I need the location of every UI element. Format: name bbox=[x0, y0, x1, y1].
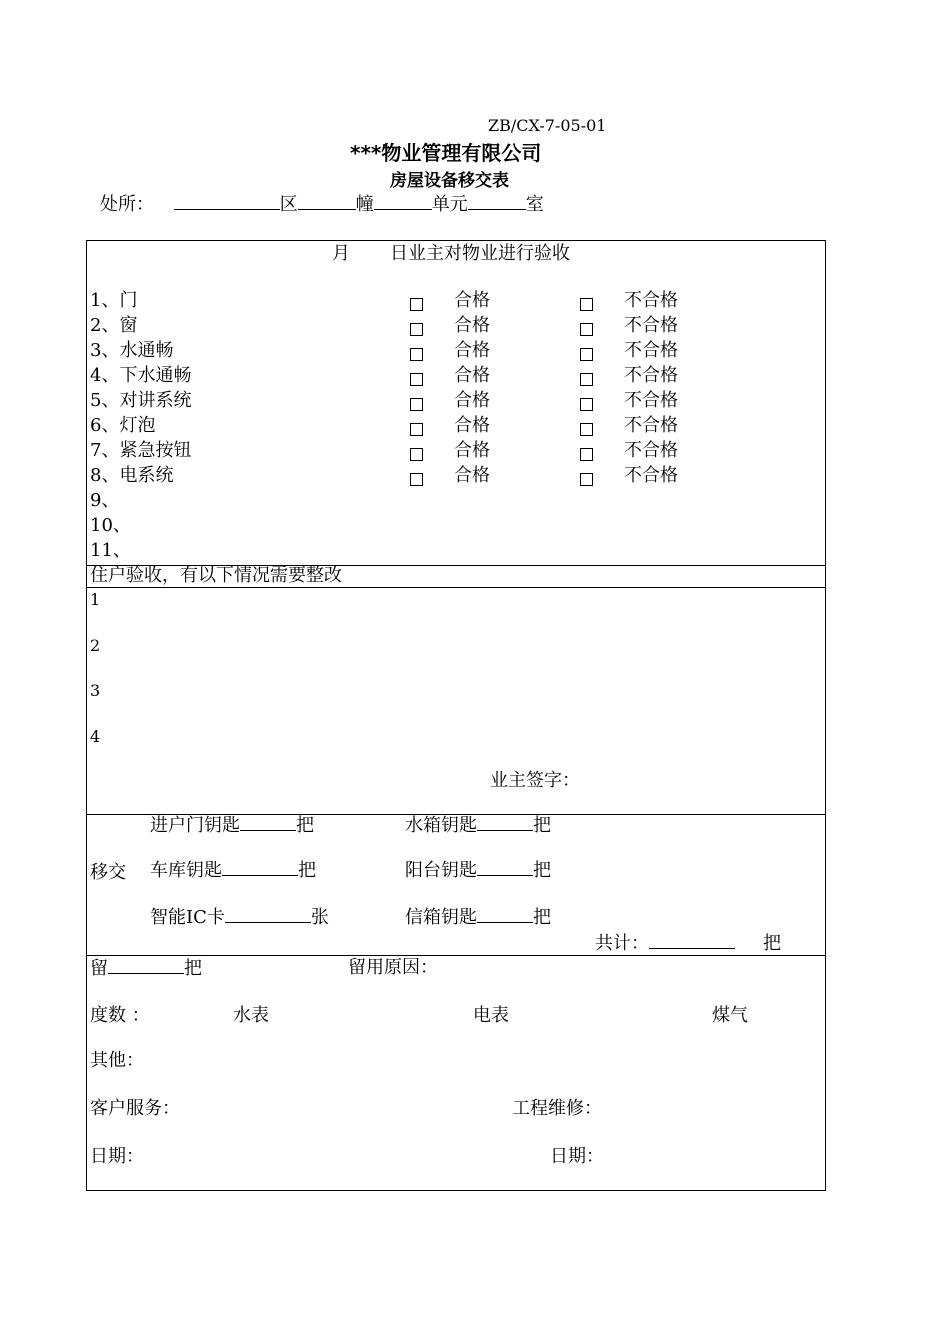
district-blank[interactable] bbox=[174, 193, 280, 210]
form-title: 房屋设备移交表 bbox=[390, 171, 509, 191]
entry-key-label: 进户门钥匙 bbox=[150, 815, 240, 836]
pass-label: 合格 bbox=[454, 365, 490, 386]
rectification-title: 住户验收，有以下情况需要整改 bbox=[90, 565, 342, 586]
rectification-line-number: 4 bbox=[90, 726, 101, 746]
inspection-month: 月 bbox=[332, 243, 350, 264]
electric-meter-label: 电表 bbox=[473, 1005, 509, 1026]
date-right-label: 日期： bbox=[550, 1146, 604, 1167]
divider bbox=[86, 955, 826, 956]
retain-reason: 留用原因： bbox=[348, 957, 438, 978]
garage-key-blank[interactable] bbox=[222, 859, 298, 876]
fail-checkbox[interactable] bbox=[580, 370, 593, 389]
fail-checkbox[interactable] bbox=[580, 320, 593, 339]
inspection-item-label: 7、紧急按钮 bbox=[90, 440, 192, 461]
total-unit: 把 bbox=[763, 933, 781, 954]
inspection-item-label: 8、电系统 bbox=[90, 465, 174, 486]
water-meter-label: 水表 bbox=[233, 1005, 269, 1026]
fail-label: 不合格 bbox=[624, 290, 678, 311]
gas-meter-label: 煤气 bbox=[712, 1005, 748, 1026]
entry-key-unit: 把 bbox=[296, 815, 314, 836]
address-label: 处所： bbox=[100, 194, 154, 215]
pass-label: 合格 bbox=[454, 340, 490, 361]
balcony-key-row bbox=[405, 859, 551, 882]
garage-key-row bbox=[150, 859, 316, 882]
mailbox-key-label: 信箱钥匙 bbox=[405, 907, 477, 928]
total-row bbox=[595, 932, 781, 955]
unit-blank[interactable] bbox=[374, 193, 432, 210]
company-name: ***物业管理有限公司 bbox=[350, 141, 542, 165]
water-tank-key-unit: 把 bbox=[533, 815, 551, 836]
garage-key-unit: 把 bbox=[298, 860, 316, 881]
doc-code: ZB/CX-7-05-01 bbox=[488, 116, 607, 135]
pass-label: 合格 bbox=[454, 290, 490, 311]
inspection-item-label: 1、门 bbox=[90, 290, 138, 311]
inspection-item-label: 2、窗 bbox=[90, 315, 138, 336]
pass-label: 合格 bbox=[454, 315, 490, 336]
pass-checkbox[interactable] bbox=[410, 445, 423, 464]
balcony-key-label: 阳台钥匙 bbox=[405, 860, 477, 881]
total-blank[interactable] bbox=[649, 932, 735, 949]
balcony-key-unit: 把 bbox=[533, 860, 551, 881]
fail-label: 不合格 bbox=[624, 415, 678, 436]
inspection-item-label: 5、对讲系统 bbox=[90, 390, 192, 411]
balcony-key-blank[interactable] bbox=[477, 859, 533, 876]
pass-checkbox[interactable] bbox=[410, 320, 423, 339]
engineering-label: 工程维修： bbox=[512, 1098, 602, 1119]
building-blank[interactable] bbox=[298, 193, 356, 210]
unit-label: 单元 bbox=[431, 194, 468, 215]
pass-label: 合格 bbox=[454, 415, 490, 436]
fail-label: 不合格 bbox=[624, 390, 678, 411]
retain-blank[interactable] bbox=[108, 957, 184, 974]
readings-label: 度数 ： bbox=[90, 1005, 150, 1026]
rectification-line-number: 2 bbox=[90, 635, 101, 655]
mailbox-key-blank[interactable] bbox=[477, 906, 533, 923]
owner-sign-label: 业主签字： bbox=[490, 770, 580, 791]
ic-card-blank[interactable] bbox=[225, 906, 311, 923]
fail-label: 不合格 bbox=[624, 440, 678, 461]
pass-label: 合格 bbox=[454, 465, 490, 486]
fail-checkbox[interactable] bbox=[580, 445, 593, 464]
retain-unit: 把 bbox=[184, 958, 202, 979]
ic-card-row bbox=[150, 906, 329, 929]
fail-checkbox[interactable] bbox=[580, 420, 593, 439]
entry-key-blank[interactable] bbox=[240, 814, 296, 831]
room-blank[interactable] bbox=[468, 193, 526, 210]
mailbox-key-row bbox=[405, 906, 551, 929]
fail-checkbox[interactable] bbox=[580, 470, 593, 489]
inspection-item-label: 3、水通畅 bbox=[90, 340, 174, 361]
divider bbox=[86, 587, 826, 588]
pass-checkbox[interactable] bbox=[410, 395, 423, 414]
water-tank-key-label: 水箱钥匙 bbox=[405, 815, 477, 836]
inspection-blank-item: 9、 bbox=[90, 490, 120, 511]
fail-checkbox[interactable] bbox=[580, 395, 593, 414]
entry-key-row bbox=[150, 814, 314, 837]
ic-card-unit: 张 bbox=[310, 907, 329, 928]
pass-label: 合格 bbox=[454, 390, 490, 411]
water-tank-key-row bbox=[405, 814, 551, 837]
pass-checkbox[interactable] bbox=[410, 295, 423, 314]
fail-label: 不合格 bbox=[624, 315, 678, 336]
retain-label: 留 bbox=[90, 958, 108, 979]
inspection-item-label: 4、下水通畅 bbox=[90, 365, 192, 386]
fail-label: 不合格 bbox=[624, 465, 678, 486]
inspection-item-label: 6、灯泡 bbox=[90, 415, 156, 436]
pass-checkbox[interactable] bbox=[410, 345, 423, 364]
handover-label: 移交 bbox=[90, 862, 126, 883]
fail-checkbox[interactable] bbox=[580, 295, 593, 314]
address-line bbox=[100, 193, 544, 216]
rectification-line-number: 1 bbox=[90, 590, 101, 609]
building-label: 幢 bbox=[355, 194, 374, 215]
pass-label: 合格 bbox=[454, 440, 490, 461]
mailbox-key-unit: 把 bbox=[533, 907, 551, 928]
pass-checkbox[interactable] bbox=[410, 370, 423, 389]
room-label: 室 bbox=[525, 194, 544, 215]
pass-checkbox[interactable] bbox=[410, 420, 423, 439]
fail-label: 不合格 bbox=[624, 340, 678, 361]
customer-service-label: 客户服务： bbox=[90, 1098, 180, 1119]
ic-card-label: 智能IC卡 bbox=[150, 907, 225, 928]
total-label: 共计： bbox=[595, 933, 649, 954]
date-left-label: 日期： bbox=[90, 1146, 144, 1167]
fail-checkbox[interactable] bbox=[580, 345, 593, 364]
inspection-blank-item: 11、 bbox=[90, 540, 131, 561]
district-label: 区 bbox=[279, 194, 298, 215]
fail-label: 不合格 bbox=[624, 365, 678, 386]
pass-checkbox[interactable] bbox=[410, 470, 423, 489]
inspection-header: 日业主对物业进行验收 bbox=[390, 243, 570, 264]
rectification-line-number: 3 bbox=[90, 681, 101, 700]
other-label: 其他： bbox=[90, 1050, 144, 1071]
retain-row bbox=[90, 957, 202, 980]
water-tank-key-blank[interactable] bbox=[477, 814, 533, 831]
garage-key-label: 车库钥匙 bbox=[150, 860, 222, 881]
inspection-blank-item: 10、 bbox=[90, 515, 131, 536]
